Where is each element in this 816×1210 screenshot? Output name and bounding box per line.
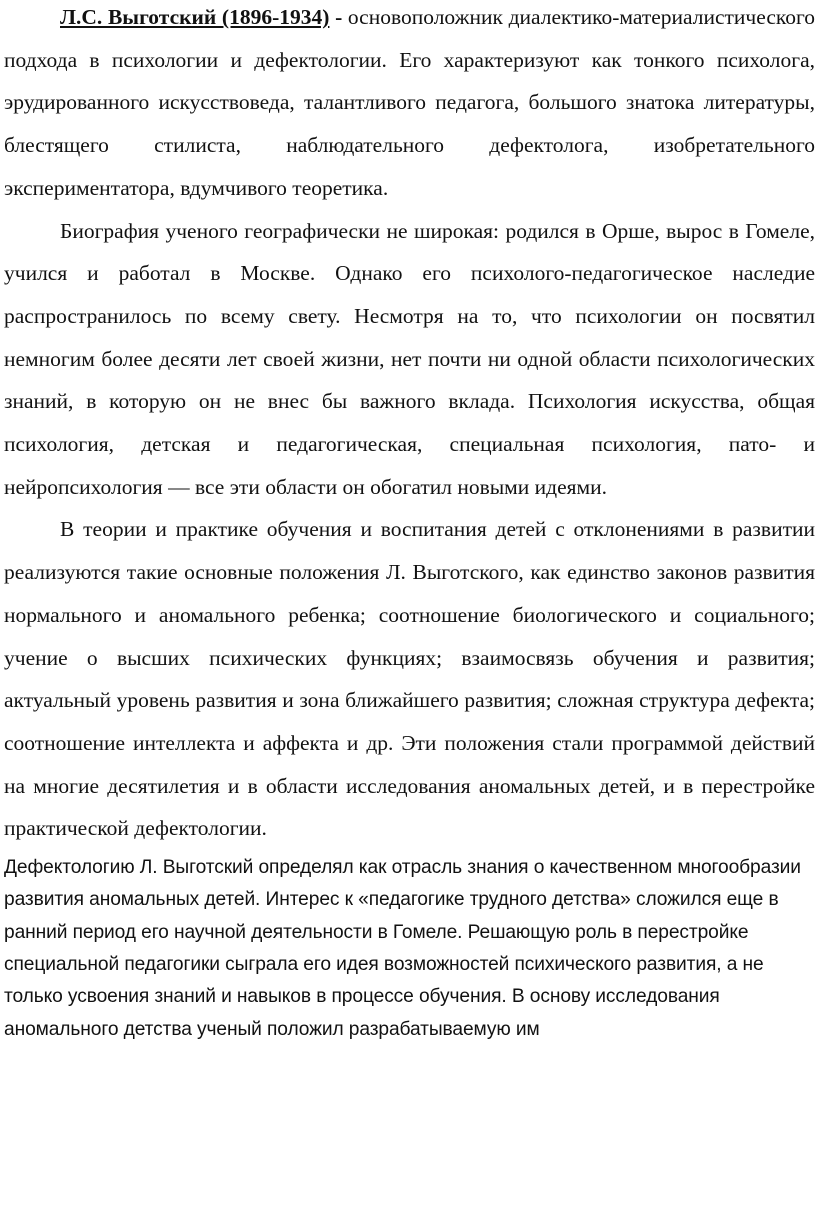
paragraph-intro-text: основоположник диалектико-материалистического подхода в психологии и дефектологии. Его характеризуют как тонкого психолога, эрудированного искусствоведа, талантливого педагога, большого знатока литературы, блестящего стилиста, наблюдательного дефектолога, изобретательного экспериментатора, вдумчивого теоретика. — [4, 5, 816, 200]
paragraph-biography: Биография ученого географически не широкая: родился в Орше, вырос в Гомеле, учился и работал в Москве. Однако его психолого-педагогическое наследие распространилось по всему свету. Несмотря на то, что психологии он посвятил немногим более десяти лет своей жизни, нет почти ни одной области психологических знаний, в которую он не внес бы важного вклада. Психология искусства, общая психология, детская и педагогическая, специальная психология, пато- и нейропсихология — все эти области он обогатил новыми идеями. — [4, 218, 815, 499]
heading-name: Л.С. Выготский (1896-1934) — [60, 5, 330, 29]
heading-dash: - — [335, 5, 343, 29]
paragraph-defectology: Дефектологию Л. Выготский определял как отрасль знания о качественном многообразии развития аномальных детей. Интерес к «педагогике трудного детства» сложился еще в ранний период его научной деятельности в Гомеле. Решающую роль в перестройке специальной педагогики сыграла его идея возможностей психического развития, а не только усвоения знаний и навыков в процессе обучения. В основу исследования аномального детства ученый положил разрабатываемую им — [4, 857, 801, 1040]
paragraph-intro — [4, 0, 815, 210]
paragraph-theory: В теории и практике обучения и воспитания детей с отклонениями в развитии реализуются такие основные положения Л. Выготского, как единство законов развития нормального и аномального ребенка; соотношение биологического и социального; учение о высших психических функциях; взаимосвязь обучения и развития; актуальный уровень развития и зона ближайшего развития; сложная структура дефекта; соотношение интеллекта и аффекта и др. Эти положения стали программой действий на многие десятилетия и в области исследования аномальных детей, и в перестройке практической дефектологии. — [4, 517, 815, 841]
